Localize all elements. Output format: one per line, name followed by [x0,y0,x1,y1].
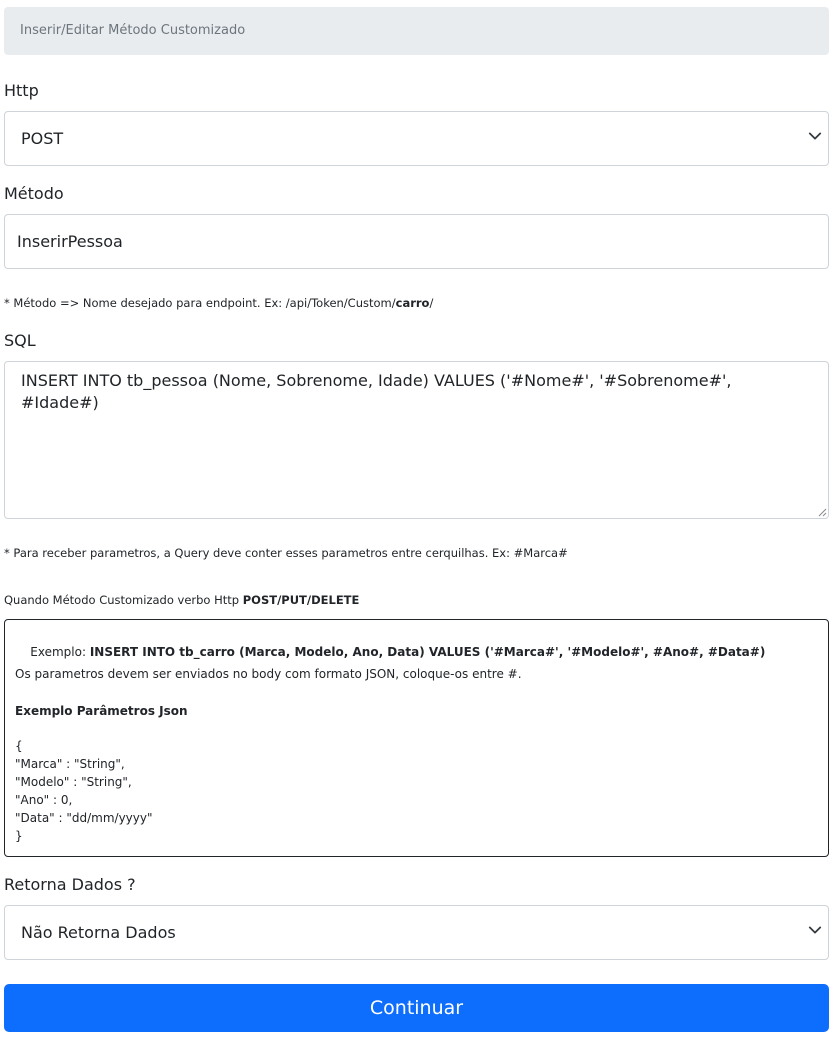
json-line: } [15,829,23,843]
json-line: "Modelo" : "String", [15,775,132,789]
example-box [4,619,829,857]
sql-hint: * Para receber parametros, a Query deve conter esses parametros entre cerquilhas. Ex: #Marca# [4,546,568,560]
example-prefix: Exemplo: [30,645,90,659]
breadcrumb-text: Inserir/Editar Método Customizado [20,23,246,38]
example-json-title: Exemplo Parâmetros Json [15,704,188,718]
verb-note [4,593,359,607]
http-select-value: POST [21,129,64,148]
sql-textarea-value: INSERT INTO tb_pessoa (Nome, Sobrenome, Idade) VALUES ('#Nome#', '#Sobrenome#', #Idade#) [21,371,732,412]
metodo-hint [4,296,433,310]
json-line: "Marca" : "String", [15,757,125,771]
breadcrumb [4,7,829,55]
json-line: "Data" : "dd/mm/yyyy" [15,811,153,825]
resize-grip-icon[interactable] [817,507,827,517]
verb-note-bold: POST/PUT/DELETE [242,593,360,607]
continue-button[interactable]: Continuar [4,984,829,1032]
json-line: { [15,739,23,753]
example-line-params: Os parametros devem ser enviados no body com formato JSON, coloque-os entre #. [15,667,522,681]
sql-label: SQL [4,331,36,350]
example-sql: INSERT INTO tb_carro (Marca, Modelo, Ano, Data) VALUES ('#Marca#', '#Modelo#', #Ano#, #Data#) [89,645,766,659]
sql-textarea[interactable] [4,361,829,519]
verb-note-prefix: Quando Método Customizado verbo Http [4,593,243,607]
http-label: Http [4,81,39,100]
metodo-input[interactable] [4,214,829,269]
retorna-select[interactable] [4,905,829,960]
chevron-down-icon [808,129,822,143]
json-line: "Ano" : 0, [15,793,73,807]
metodo-input-value: InserirPessoa [17,232,123,251]
metodo-label: Método [4,184,64,203]
metodo-hint-prefix: * Método => Nome desejado para endpoint. Ex: /api/Token/Custom/ [4,296,396,310]
metodo-hint-bold: carro [395,296,430,310]
retorna-label: Retorna Dados ? [4,875,136,894]
http-select[interactable] [4,111,829,166]
chevron-down-icon [808,923,822,937]
retorna-select-value: Não Retorna Dados [21,923,176,942]
metodo-hint-suffix: / [429,296,434,310]
